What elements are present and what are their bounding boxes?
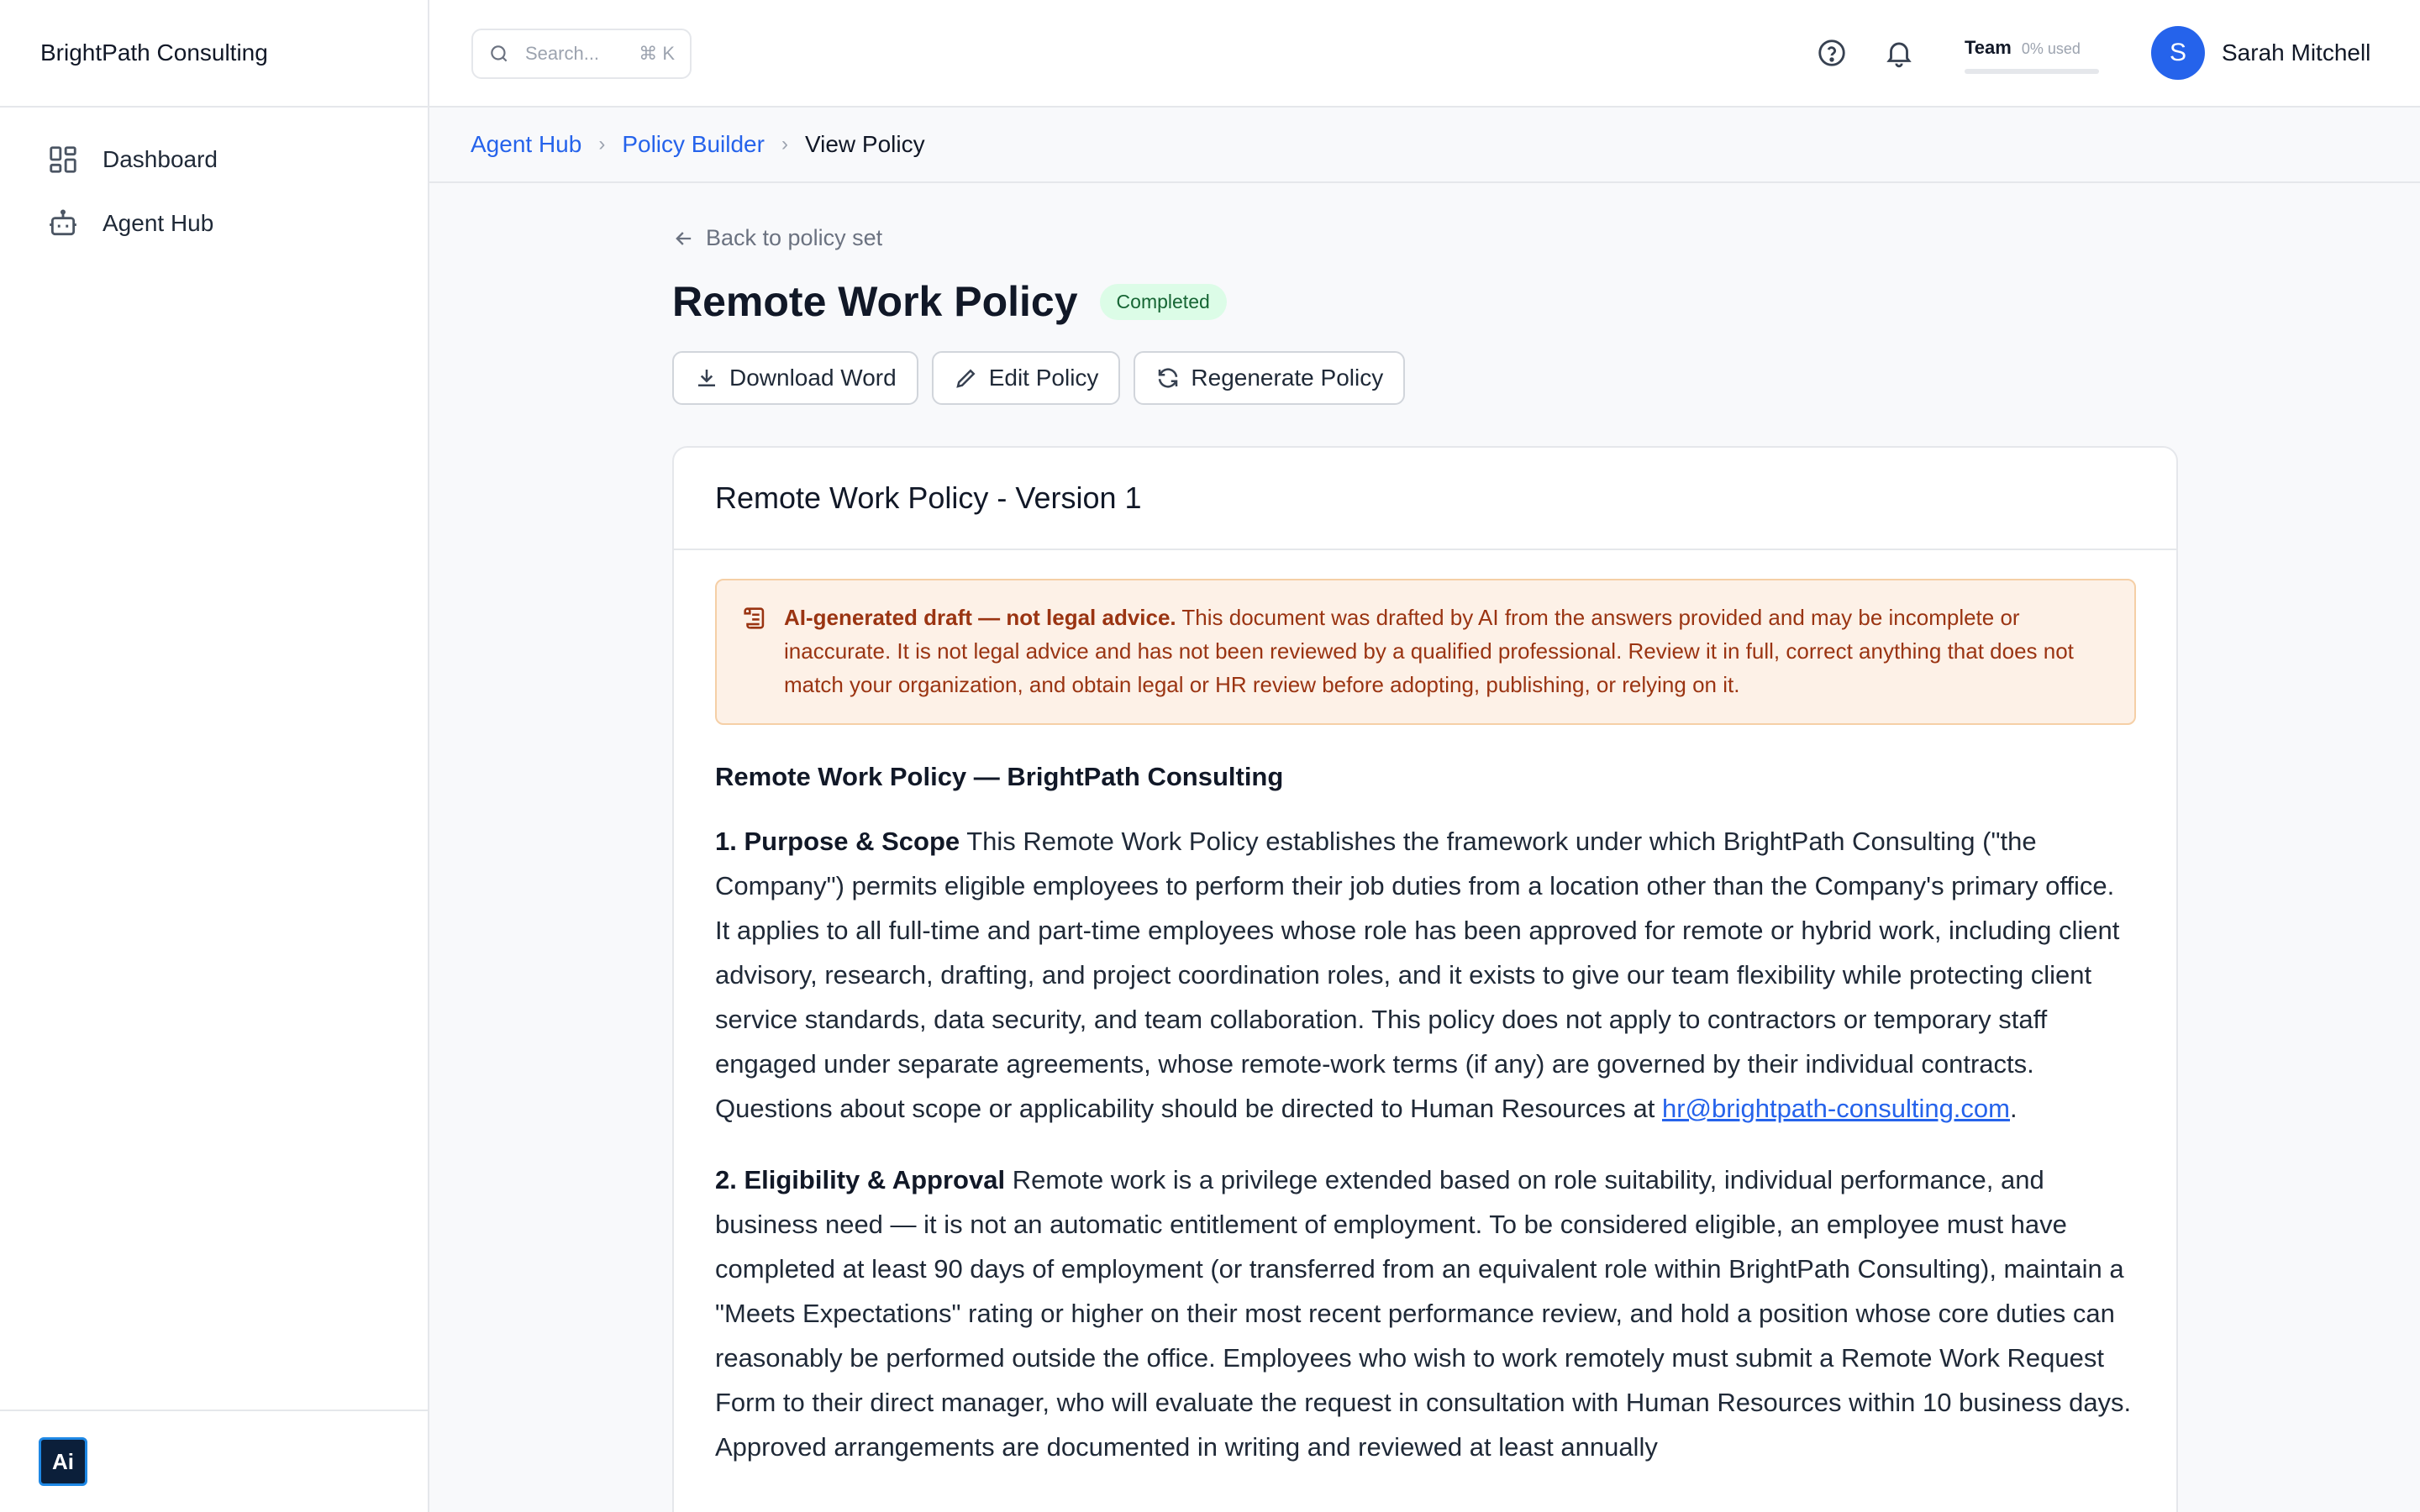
user-name: Sarah Mitchell [2222,39,2371,66]
refresh-icon [1155,365,1181,391]
notice-bold: AI-generated draft — not legal advice. [784,605,1176,630]
document-heading: Remote Work Policy — BrightPath Consulting [715,762,1284,791]
hr-email-link[interactable]: hr@brightpath-consulting.com [1661,1094,2010,1123]
dashboard-grid-icon [47,144,79,176]
top-header [429,0,2420,108]
document-body [674,550,2176,1469]
edit-policy-button[interactable] [932,351,1121,405]
section-end: . [2010,1094,2018,1123]
sidebar-nav [0,108,428,255]
breadcrumb [429,108,2420,183]
sidebar-item-agent-hub[interactable] [0,192,428,255]
search-placeholder: Search... [525,43,600,64]
status-badge: Completed [1100,284,1227,320]
regenerate-policy-button[interactable] [1134,351,1405,405]
user-menu[interactable] [2151,26,2370,80]
arrow-left-icon [672,227,696,250]
avatar: S [2151,26,2205,80]
sidebar-footer [0,1410,428,1512]
search-icon [488,43,510,65]
policy-document-card [672,446,2178,1512]
sidebar-item-label: Dashboard [103,146,218,172]
back-link[interactable] [672,225,882,251]
back-link-label: Back to policy set [706,225,883,250]
breadcrumb-current: View Policy [804,131,925,157]
section-text: Remote work is a privilege extended based on role suitability, individual performance, and business need — it is not an automatic entitlement of employment. To be considered eligible, an employee must have completed at least 90 days of employment (or transferred from an equivalent role within BrightPath Consulting), maintain a "Meets Expectations" rating or higher on their most recent performance review, and hold a position whose core duties can reasonably be performed outside the office. Employees who wish to work remotely must submit a Remote Work Request Form to their direct manager, who will evaluate the request in consultation with Human Resources within 10 business days. Approved arrangements are documented in writing and reviewed at least annually [715,1165,2132,1462]
section-purpose-scope [715,819,2136,1131]
notice-text: This document was drafted by AI from the answers provided and may be incomplete or inaccurate. It is not legal advice and has not been reviewed by a qualified professional. Review it in full, correct anything that does not match your organization, and obtain legal or HR review before adopting, publishing, or relying on it. [784,605,2074,697]
team-usage-text: 0% used [2021,40,2081,57]
scroll-icon [740,604,769,633]
pencil-icon [954,365,979,391]
page-title: Remote Work Policy [672,278,1078,325]
section-eligibility-approval [715,1158,2136,1469]
section-title: 1. Purpose & Scope [715,827,960,856]
breadcrumb-agent-hub[interactable]: Agent Hub [471,131,582,157]
document-version-title: Remote Work Policy - Version 1 [674,448,2176,550]
team-label: Team [1965,37,2012,58]
robot-icon [47,207,79,239]
team-usage[interactable] [1965,37,2102,74]
download-word-label: Download Word [729,365,897,391]
section-title: 2. Eligibility & Approval [715,1165,1006,1194]
download-icon [694,365,719,391]
help-icon[interactable] [1816,37,1848,69]
brand-name: BrightPath Consulting [0,0,428,108]
sidebar-item-label: Agent Hub [103,210,214,236]
section-text: This Remote Work Policy establishes the framework under which BrightPath Consulting ("the Company") permits eligible employees to perform their job duties from a location other than the Company's primary office. It applies to all full-time and part-time employees whose role has been approved for remote or hybrid work, including client advisory, research, drafting, and project coordination roles, and it exists to give our team flexibility while protecting client service standards, data security, and team collaboration. This policy does not apply to contractors or temporary staff engaged under separate agreements, whose remote-work terms (if any) are governed by their individual contracts. Questions about scope or applicability should be directed to Human Resources at [715,827,2120,1123]
action-bar [672,351,1405,405]
ai-logo-icon[interactable]: Ai [39,1437,87,1486]
breadcrumb-policy-builder[interactable]: Policy Builder [622,131,765,157]
search-input[interactable] [471,29,692,79]
download-word-button[interactable] [672,351,918,405]
chevron-right-icon: › [598,133,606,155]
title-row [672,277,1227,326]
sidebar-item-dashboard[interactable] [0,128,428,192]
bell-icon[interactable] [1883,37,1915,69]
chevron-right-icon: › [781,133,788,155]
team-usage-bar [1965,69,2099,74]
regenerate-policy-label: Regenerate Policy [1191,365,1384,391]
ai-disclaimer-notice [715,579,2136,725]
search-shortcut: ⌘ K [639,43,675,64]
sidebar [0,0,429,1512]
edit-policy-label: Edit Policy [988,365,1099,391]
